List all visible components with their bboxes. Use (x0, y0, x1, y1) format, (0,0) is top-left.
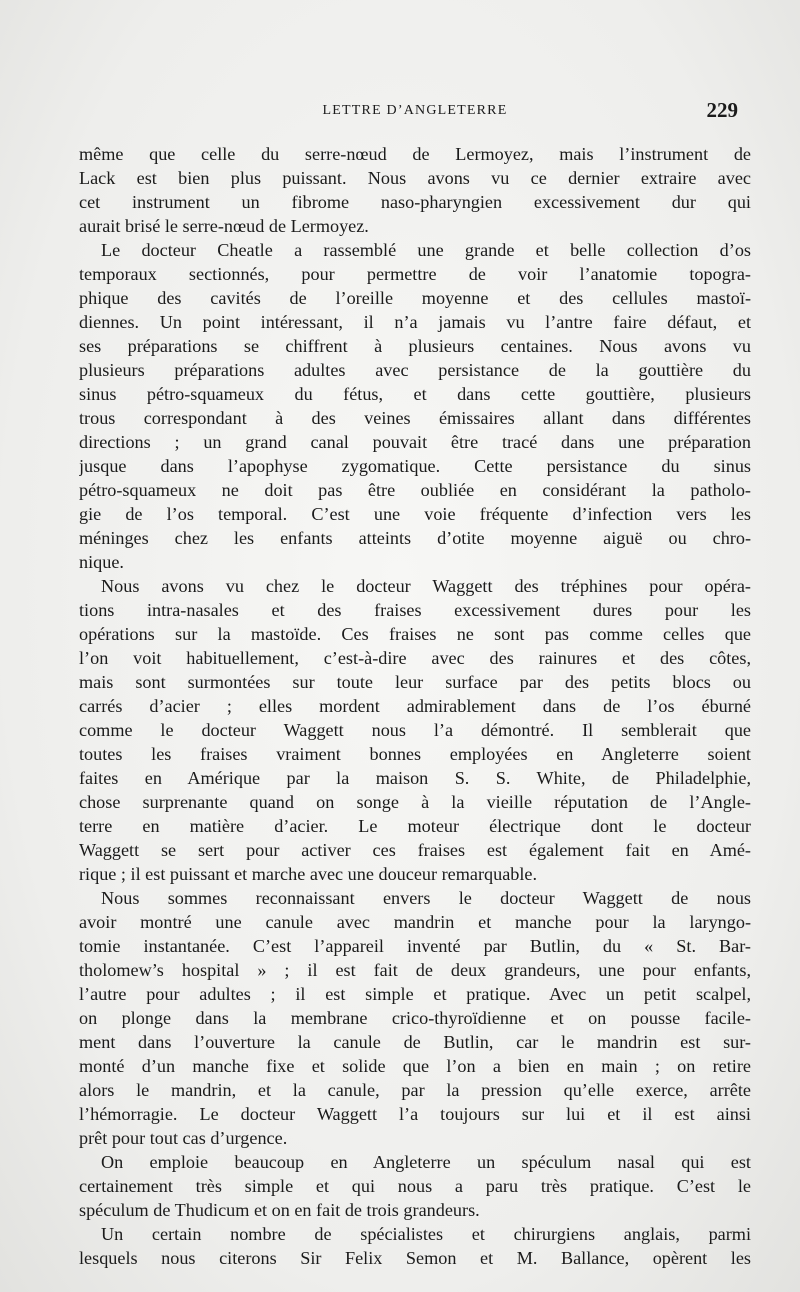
text-line: chose surprenante quand on songe à la vieille réputation de l’Angle- (79, 792, 751, 812)
text-line: certainement très simple et qui nous a paru très pratique. C’est le (79, 1176, 751, 1196)
paragraph-first-line: Un certain nombre de spécialistes et chirurgiens anglais, parmi (101, 1224, 751, 1244)
text-line: Waggett se sert pour activer ces fraises est également fait en Amé- (79, 840, 751, 860)
text-line: terre en matière d’acier. Le moteur électrique dont le docteur (79, 816, 751, 836)
text-line: Lack est bien plus puissant. Nous avons vu ce dernier extraire avec (79, 168, 751, 188)
text-line: carrés d’acier ; elles mordent admirablement dans de l’os éburné (79, 696, 751, 716)
paragraph-first-line: Nous avons vu chez le docteur Waggett des tréphines pour opéra- (101, 576, 751, 596)
body-text (79, 142, 751, 1270)
text-line: prêt pour tout cas d’urgence. (79, 1128, 288, 1148)
text-line: même que celle du serre-nœud de Lermoyez, mais l’instrument de (79, 144, 751, 164)
text-line: directions ; un grand canal pouvait être tracé dans une préparation (79, 432, 751, 452)
text-line: l’autre pour adultes ; il est simple et pratique. Avec un petit scalpel, (79, 984, 751, 1004)
text-line: ment dans l’ouverture la canule de Butlin, car le mandrin est sur- (79, 1032, 751, 1052)
text-line: ses préparations se chiffrent à plusieurs centaines. Nous avons vu (79, 336, 751, 356)
running-head (80, 100, 750, 124)
text-line: tomie instantanée. C’est l’appareil inventé par Butlin, du « St. Bar- (79, 936, 751, 956)
paragraph-first-line: Nous sommes reconnaissant envers le docteur Waggett de nous (101, 888, 751, 908)
text-line: alors le mandrin, et la canule, par la pression qu’elle exerce, arrête (79, 1080, 751, 1100)
paragraph-first-line: Le docteur Cheatle a rassemblé une grande et belle collection d’os (101, 240, 751, 260)
text-line: toutes les fraises vraiment bonnes employées en Angleterre soient (79, 744, 751, 764)
text-line: temporaux sectionnés, pour permettre de voir l’anatomie topogra- (79, 264, 751, 284)
text-line: avoir montré une canule avec mandrin et manche pour la laryngo- (79, 912, 751, 932)
text-line: l’hémorragie. Le docteur Waggett l’a toujours sur lui et il est ainsi (79, 1104, 751, 1124)
text-line: comme le docteur Waggett nous l’a démontré. Il semblerait que (79, 720, 751, 740)
text-line: cet instrument un fibrome naso-pharyngien excessivement dur qui (79, 192, 751, 212)
text-line: trous correspondant à des veines émissaires allant dans différentes (79, 408, 751, 428)
text-line: méninges chez les enfants atteints d’otite moyenne aiguë ou chro- (79, 528, 751, 548)
text-line: nique. (79, 552, 124, 572)
text-line: phique des cavités de l’oreille moyenne et des cellules mastoï- (79, 288, 751, 308)
text-line: plusieurs préparations adultes avec persistance de la gouttière du (79, 360, 751, 380)
text-line: spéculum de Thudicum et on en fait de trois grandeurs. (79, 1200, 480, 1220)
text-line: tholomew’s hospital » ; il est fait de deux grandeurs, une pour enfants, (79, 960, 751, 980)
paragraph-first-line: On emploie beaucoup en Angleterre un spéculum nasal qui est (101, 1152, 751, 1172)
text-line: tions intra-nasales et des fraises excessivement dures pour les (79, 600, 751, 620)
text-line: monté d’un manche fixe et solide que l’on a bien en main ; on retire (79, 1056, 751, 1076)
text-line: rique ; il est puissant et marche avec une douceur remarquable. (79, 864, 538, 884)
text-line: aurait brisé le serre-nœud de Lermoyez. (79, 216, 369, 236)
text-line: l’on voit habituellement, c’est-à-dire avec des rainures et des côtes, (79, 648, 751, 668)
text-line: gie de l’os temporal. C’est une voie fréquente d’infection vers les (79, 504, 751, 524)
text-line: pétro-squameux ne doit pas être oubliée en considérant la patholo- (79, 480, 751, 500)
text-line: mais sont surmontées sur toute leur surface par des petits blocs ou (79, 672, 751, 692)
text-line: jusque dans l’apophyse zygomatique. Cette persistance du sinus (79, 456, 751, 476)
text-line: lesquels nous citerons Sir Felix Semon et M. Ballance, opèrent les (79, 1248, 751, 1268)
page-number: 229 (706, 98, 738, 122)
text-line: on plonge dans la membrane crico-thyroïdienne et on pousse facile- (79, 1008, 751, 1028)
text-line: sinus pétro-squameux du fétus, et dans cette gouttière, plusieurs (79, 384, 751, 404)
text-line: opérations sur la mastoïde. Ces fraises ne sont pas comme celles que (79, 624, 751, 644)
text-line: diennes. Un point intéressant, il n’a jamais vu l’antre faire défaut, et (79, 312, 751, 332)
text-line: faites en Amérique par la maison S. S. White, de Philadelphie, (79, 768, 751, 788)
running-title: LETTRE D’ANGLETERRE (322, 103, 508, 118)
